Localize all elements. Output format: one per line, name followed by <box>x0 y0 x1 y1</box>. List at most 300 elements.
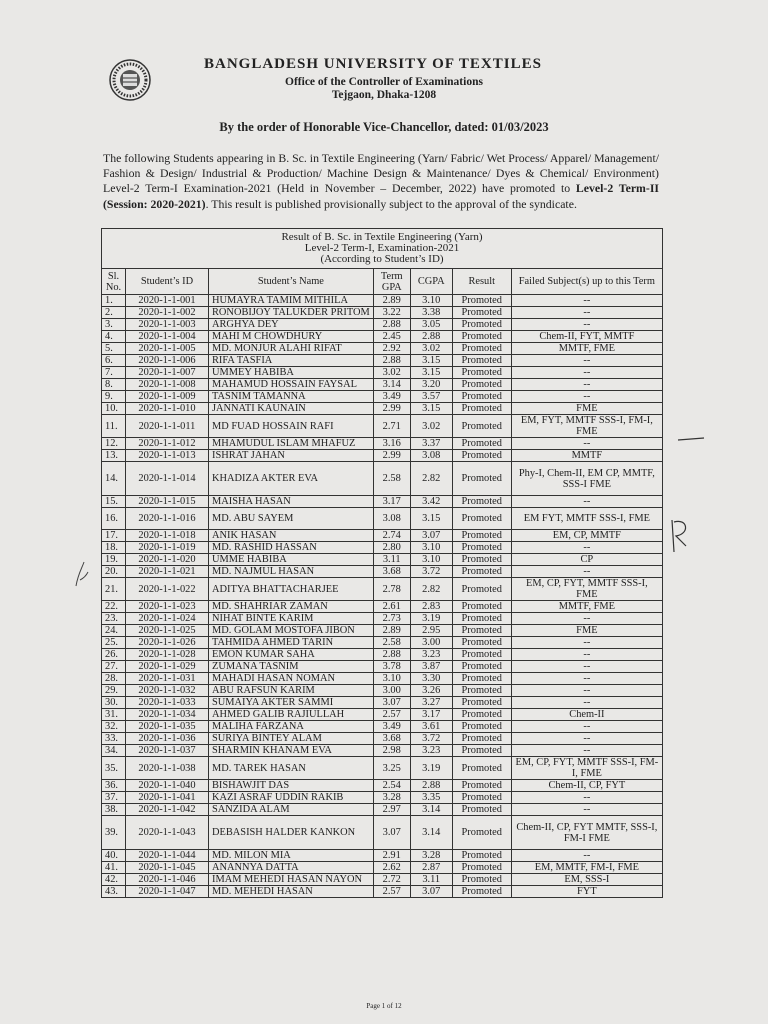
table-row <box>102 804 663 816</box>
cell-id: 2020-1-1-026 <box>126 637 209 649</box>
cell-result: Promoted <box>452 295 511 307</box>
cell-name: MD. NAJMUL HASAN <box>209 566 374 578</box>
cell-id: 2020-1-1-035 <box>126 721 209 733</box>
cell-id: 2020-1-1-047 <box>126 886 209 898</box>
cell-sl: 27. <box>102 661 126 673</box>
cell-gpa: 2.97 <box>373 804 410 816</box>
cell-cgpa: 3.57 <box>410 391 452 403</box>
header-id: Student’s ID <box>126 269 209 295</box>
cell-failed: EM, CP, FYT, MMTF SSS-I, FM-I, FME <box>511 757 662 780</box>
cell-result: Promoted <box>452 542 511 554</box>
cell-result: Promoted <box>452 637 511 649</box>
table-row <box>102 673 663 685</box>
cell-name: TAHMIDA AHMED TARIN <box>209 637 374 649</box>
table-row <box>102 886 663 898</box>
cell-cgpa: 3.15 <box>410 355 452 367</box>
header-result: Result <box>452 269 511 295</box>
cell-sl: 26. <box>102 649 126 661</box>
cell-id: 2020-1-1-021 <box>126 566 209 578</box>
cell-cgpa: 2.82 <box>410 462 452 496</box>
results-table <box>101 228 663 898</box>
cell-failed: -- <box>511 697 662 709</box>
cell-name: MD. MONJUR ALAHI RIFAT <box>209 343 374 355</box>
cell-id: 2020-1-1-036 <box>126 733 209 745</box>
cell-failed: FME <box>511 403 662 415</box>
cell-failed: Chem-II, FYT, MMTF <box>511 331 662 343</box>
table-row <box>102 625 663 637</box>
cell-failed: FYT <box>511 886 662 898</box>
cell-gpa: 3.17 <box>373 496 410 508</box>
cell-cgpa: 2.82 <box>410 578 452 601</box>
cell-result: Promoted <box>452 355 511 367</box>
cell-result: Promoted <box>452 391 511 403</box>
cell-id: 2020-1-1-019 <box>126 542 209 554</box>
cell-cgpa: 2.88 <box>410 331 452 343</box>
cell-sl: 42. <box>102 874 126 886</box>
cell-sl: 21. <box>102 578 126 601</box>
cell-id: 2020-1-1-001 <box>126 295 209 307</box>
cell-failed: -- <box>511 367 662 379</box>
cell-result: Promoted <box>452 566 511 578</box>
cell-gpa: 2.57 <box>373 709 410 721</box>
cell-cgpa: 3.10 <box>410 295 452 307</box>
cell-result: Promoted <box>452 862 511 874</box>
cell-sl: 10. <box>102 403 126 415</box>
table-row <box>102 415 663 438</box>
cell-cgpa: 3.11 <box>410 874 452 886</box>
cell-failed: FME <box>511 625 662 637</box>
cell-id: 2020-1-1-029 <box>126 661 209 673</box>
cell-gpa: 2.92 <box>373 343 410 355</box>
cell-name: MHAMUDUL ISLAM MHAFUZ <box>209 438 374 450</box>
cell-name: ABU RAFSUN KARIM <box>209 685 374 697</box>
cell-failed: -- <box>511 379 662 391</box>
cell-gpa: 2.58 <box>373 637 410 649</box>
table-row <box>102 745 663 757</box>
cell-failed: -- <box>511 566 662 578</box>
cell-gpa: 3.08 <box>373 508 410 530</box>
cell-cgpa: 3.02 <box>410 415 452 438</box>
caption-line-1: Result of B. Sc. in Textile Engineering (Yarn) <box>281 231 483 243</box>
cell-gpa: 2.54 <box>373 780 410 792</box>
cell-sl: 16. <box>102 508 126 530</box>
cell-name: EMON KUMAR SAHA <box>209 649 374 661</box>
cell-failed: -- <box>511 673 662 685</box>
cell-gpa: 2.89 <box>373 295 410 307</box>
cell-gpa: 3.68 <box>373 733 410 745</box>
cell-sl: 7. <box>102 367 126 379</box>
cell-result: Promoted <box>452 816 511 850</box>
cell-cgpa: 3.02 <box>410 343 452 355</box>
cell-result: Promoted <box>452 578 511 601</box>
table-row <box>102 850 663 862</box>
cell-name: JANNATI KAUNAIN <box>209 403 374 415</box>
cell-gpa: 3.07 <box>373 697 410 709</box>
cell-failed: EM FYT, MMTF SSS-I, FME <box>511 508 662 530</box>
cell-gpa: 2.73 <box>373 613 410 625</box>
cell-failed: -- <box>511 637 662 649</box>
table-row <box>102 649 663 661</box>
cell-sl: 39. <box>102 816 126 850</box>
table-row <box>102 367 663 379</box>
cell-failed: -- <box>511 850 662 862</box>
cell-failed: -- <box>511 792 662 804</box>
cell-sl: 34. <box>102 745 126 757</box>
cell-cgpa: 3.15 <box>410 367 452 379</box>
cell-gpa: 3.68 <box>373 566 410 578</box>
cell-sl: 41. <box>102 862 126 874</box>
table-row <box>102 874 663 886</box>
table-row <box>102 462 663 496</box>
cell-failed: -- <box>511 804 662 816</box>
cell-sl: 11. <box>102 415 126 438</box>
cell-name: HUMAYRA TAMIM MITHILA <box>209 295 374 307</box>
cell-gpa: 3.07 <box>373 816 410 850</box>
cell-gpa: 2.62 <box>373 862 410 874</box>
cell-result: Promoted <box>452 307 511 319</box>
cell-result: Promoted <box>452 554 511 566</box>
cell-gpa: 3.49 <box>373 391 410 403</box>
cell-sl: 33. <box>102 733 126 745</box>
cell-gpa: 3.00 <box>373 685 410 697</box>
table-row <box>102 554 663 566</box>
cell-name: AHMED GALIB RAJIULLAH <box>209 709 374 721</box>
cell-sl: 8. <box>102 379 126 391</box>
handwritten-initial-mark <box>666 516 692 556</box>
cell-result: Promoted <box>452 804 511 816</box>
cell-id: 2020-1-1-034 <box>126 709 209 721</box>
cell-name: ISHRAT JAHAN <box>209 450 374 462</box>
cell-result: Promoted <box>452 745 511 757</box>
cell-name: MAHADI HASAN NOMAN <box>209 673 374 685</box>
caption-line-3: (According to Student’s ID) <box>320 253 444 265</box>
cell-failed: -- <box>511 613 662 625</box>
cell-sl: 18. <box>102 542 126 554</box>
table-row <box>102 295 663 307</box>
cell-name: ARGHYA DEY <box>209 319 374 331</box>
page-number: Page 1 of 12 <box>366 1002 402 1010</box>
office-name: Office of the Controller of Examinations <box>285 76 483 88</box>
cell-result: Promoted <box>452 462 511 496</box>
cell-name: MD FUAD HOSSAIN RAFI <box>209 415 374 438</box>
cell-name: KHADIZA AKTER EVA <box>209 462 374 496</box>
cell-failed: Phy-I, Chem-II, EM CP, MMTF, SSS-I FME <box>511 462 662 496</box>
cell-name: MD. TAREK HASAN <box>209 757 374 780</box>
table-row <box>102 709 663 721</box>
cell-cgpa: 3.05 <box>410 319 452 331</box>
cell-result: Promoted <box>452 367 511 379</box>
table-row <box>102 566 663 578</box>
intro-text-2: . This result is published provisionally subject to the approval of the syndicate. <box>205 196 577 211</box>
cell-sl: 29. <box>102 685 126 697</box>
cell-cgpa: 3.19 <box>410 757 452 780</box>
cell-result: Promoted <box>452 450 511 462</box>
cell-gpa: 2.74 <box>373 530 410 542</box>
cell-sl: 13. <box>102 450 126 462</box>
cell-id: 2020-1-1-031 <box>126 673 209 685</box>
cell-cgpa: 3.15 <box>410 403 452 415</box>
cell-gpa: 3.25 <box>373 757 410 780</box>
cell-sl: 30. <box>102 697 126 709</box>
cell-failed: -- <box>511 661 662 673</box>
cell-sl: 1. <box>102 295 126 307</box>
cell-id: 2020-1-1-011 <box>126 415 209 438</box>
cell-cgpa: 3.10 <box>410 542 452 554</box>
cell-id: 2020-1-1-040 <box>126 780 209 792</box>
cell-result: Promoted <box>452 721 511 733</box>
cell-sl: 9. <box>102 391 126 403</box>
cell-failed: -- <box>511 438 662 450</box>
cell-failed: -- <box>511 295 662 307</box>
cell-failed: -- <box>511 319 662 331</box>
cell-sl: 40. <box>102 850 126 862</box>
cell-id: 2020-1-1-008 <box>126 379 209 391</box>
cell-sl: 3. <box>102 319 126 331</box>
cell-failed: EM, FYT, MMTF SSS-I, FM-I, FME <box>511 415 662 438</box>
cell-cgpa: 3.30 <box>410 673 452 685</box>
table-row <box>102 496 663 508</box>
results-body <box>102 295 663 898</box>
table-row <box>102 438 663 450</box>
cell-gpa: 2.88 <box>373 319 410 331</box>
cell-sl: 4. <box>102 331 126 343</box>
header-sl: Sl. No. <box>102 269 126 295</box>
cell-name: BISHAWJIT DAS <box>209 780 374 792</box>
cell-cgpa: 3.87 <box>410 661 452 673</box>
cell-gpa: 3.16 <box>373 438 410 450</box>
cell-id: 2020-1-1-045 <box>126 862 209 874</box>
cell-result: Promoted <box>452 601 511 613</box>
cell-sl: 15. <box>102 496 126 508</box>
cell-result: Promoted <box>452 343 511 355</box>
cell-name: ANANNYA DATTA <box>209 862 374 874</box>
cell-id: 2020-1-1-005 <box>126 343 209 355</box>
table-row <box>102 816 663 850</box>
office-address: Tejgaon, Dhaka-1208 <box>331 89 437 101</box>
cell-result: Promoted <box>452 496 511 508</box>
cell-name: NIHAT BINTE KARIM <box>209 613 374 625</box>
cell-failed: -- <box>511 307 662 319</box>
cell-id: 2020-1-1-042 <box>126 804 209 816</box>
cell-result: Promoted <box>452 850 511 862</box>
order-line: By the order of Honorable Vice-Chancellor, dated: 01/03/2023 <box>219 120 549 134</box>
cell-name: RIFA TASFIA <box>209 355 374 367</box>
cell-id: 2020-1-1-020 <box>126 554 209 566</box>
cell-result: Promoted <box>452 530 511 542</box>
cell-sl: 36. <box>102 780 126 792</box>
cell-failed: -- <box>511 649 662 661</box>
table-row <box>102 450 663 462</box>
cell-failed: Chem-II, CP, FYT MMTF, SSS-I, FM-I FME <box>511 816 662 850</box>
cell-name: RONOBIJOY TALUKDER PRITOM <box>209 307 374 319</box>
cell-id: 2020-1-1-013 <box>126 450 209 462</box>
cell-sl: 14. <box>102 462 126 496</box>
cell-cgpa: 3.23 <box>410 745 452 757</box>
cell-name: SURIYA BINTEY ALAM <box>209 733 374 745</box>
cell-cgpa: 3.35 <box>410 792 452 804</box>
cell-id: 2020-1-1-024 <box>126 613 209 625</box>
cell-sl: 38. <box>102 804 126 816</box>
cell-id: 2020-1-1-009 <box>126 391 209 403</box>
cell-id: 2020-1-1-028 <box>126 649 209 661</box>
cell-cgpa: 3.23 <box>410 649 452 661</box>
cell-id: 2020-1-1-010 <box>126 403 209 415</box>
cell-gpa: 2.99 <box>373 403 410 415</box>
cell-result: Promoted <box>452 438 511 450</box>
cell-sl: 20. <box>102 566 126 578</box>
cell-cgpa: 3.14 <box>410 804 452 816</box>
cell-failed: -- <box>511 391 662 403</box>
table-row <box>102 733 663 745</box>
cell-failed: Chem-II, CP, FYT <box>511 780 662 792</box>
table-row <box>102 319 663 331</box>
table-row <box>102 780 663 792</box>
cell-id: 2020-1-1-046 <box>126 874 209 886</box>
cell-id: 2020-1-1-004 <box>126 331 209 343</box>
cell-name: SHARMIN KHANAM EVA <box>209 745 374 757</box>
pen-stroke-mark <box>676 434 706 444</box>
cell-cgpa: 3.17 <box>410 709 452 721</box>
cell-result: Promoted <box>452 379 511 391</box>
cell-failed: EM, CP, MMTF <box>511 530 662 542</box>
cell-gpa: 3.11 <box>373 554 410 566</box>
cell-sl: 2. <box>102 307 126 319</box>
cell-sl: 35. <box>102 757 126 780</box>
cell-id: 2020-1-1-015 <box>126 496 209 508</box>
cell-id: 2020-1-1-037 <box>126 745 209 757</box>
cell-gpa: 3.49 <box>373 721 410 733</box>
cell-name: ANIK HASAN <box>209 530 374 542</box>
cell-gpa: 2.88 <box>373 355 410 367</box>
cell-failed: Chem-II <box>511 709 662 721</box>
cell-result: Promoted <box>452 508 511 530</box>
cell-failed: EM, MMTF, FM-I, FME <box>511 862 662 874</box>
table-row <box>102 379 663 391</box>
cell-name: SUMAIYA AKTER SAMMI <box>209 697 374 709</box>
table-row <box>102 307 663 319</box>
table-row <box>102 721 663 733</box>
cell-gpa: 2.91 <box>373 850 410 862</box>
cell-failed: MMTF, FME <box>511 601 662 613</box>
cell-gpa: 3.78 <box>373 661 410 673</box>
table-row <box>102 343 663 355</box>
caption-line-2: Level-2 Term-I, Examination-2021 <box>304 242 460 254</box>
cell-gpa: 3.22 <box>373 307 410 319</box>
university-name: BANGLADESH UNIVERSITY OF TEXTILES <box>204 56 542 72</box>
table-row <box>102 637 663 649</box>
cell-cgpa: 3.27 <box>410 697 452 709</box>
cell-failed: -- <box>511 685 662 697</box>
cell-sl: 17. <box>102 530 126 542</box>
cell-result: Promoted <box>452 403 511 415</box>
cell-id: 2020-1-1-018 <box>126 530 209 542</box>
cell-cgpa: 3.19 <box>410 613 452 625</box>
cell-id: 2020-1-1-044 <box>126 850 209 862</box>
cell-name: ADITYA BHATTACHARJEE <box>209 578 374 601</box>
cell-name: MAHI M CHOWDHURY <box>209 331 374 343</box>
cell-id: 2020-1-1-007 <box>126 367 209 379</box>
cell-gpa: 2.99 <box>373 450 410 462</box>
cell-failed: EM, CP, FYT, MMTF SSS-I, FME <box>511 578 662 601</box>
cell-failed: MMTF, FME <box>511 343 662 355</box>
intro-paragraph <box>103 151 659 212</box>
cell-result: Promoted <box>452 757 511 780</box>
cell-sl: 37. <box>102 792 126 804</box>
cell-cgpa: 3.10 <box>410 554 452 566</box>
table-row <box>102 578 663 601</box>
table-row <box>102 792 663 804</box>
cell-result: Promoted <box>452 625 511 637</box>
cell-sl: 22. <box>102 601 126 613</box>
cell-id: 2020-1-1-033 <box>126 697 209 709</box>
cell-result: Promoted <box>452 331 511 343</box>
cell-cgpa: 3.08 <box>410 450 452 462</box>
cell-result: Promoted <box>452 733 511 745</box>
cell-cgpa: 3.00 <box>410 637 452 649</box>
cell-cgpa: 3.07 <box>410 886 452 898</box>
cell-sl: 31. <box>102 709 126 721</box>
cell-name: SANZIDA ALAM <box>209 804 374 816</box>
cell-id: 2020-1-1-016 <box>126 508 209 530</box>
cell-cgpa: 3.61 <box>410 721 452 733</box>
cell-result: Promoted <box>452 685 511 697</box>
cell-gpa: 2.45 <box>373 331 410 343</box>
cell-gpa: 2.88 <box>373 649 410 661</box>
table-row <box>102 530 663 542</box>
table-caption <box>102 229 663 269</box>
cell-id: 2020-1-1-002 <box>126 307 209 319</box>
cell-result: Promoted <box>452 874 511 886</box>
cell-result: Promoted <box>452 792 511 804</box>
cell-cgpa: 3.72 <box>410 733 452 745</box>
cell-gpa: 2.71 <box>373 415 410 438</box>
cell-sl: 32. <box>102 721 126 733</box>
cell-failed: -- <box>511 542 662 554</box>
cell-cgpa: 3.15 <box>410 508 452 530</box>
cell-id: 2020-1-1-012 <box>126 438 209 450</box>
cell-result: Promoted <box>452 613 511 625</box>
table-row <box>102 757 663 780</box>
cell-gpa: 2.58 <box>373 462 410 496</box>
cell-name: DEBASISH HALDER KANKON <box>209 816 374 850</box>
cell-gpa: 3.28 <box>373 792 410 804</box>
cell-name: UMME HABIBA <box>209 554 374 566</box>
cell-id: 2020-1-1-022 <box>126 578 209 601</box>
cell-result: Promoted <box>452 415 511 438</box>
cell-failed: -- <box>511 355 662 367</box>
table-row <box>102 403 663 415</box>
cell-name: MD. MILON MIA <box>209 850 374 862</box>
cell-cgpa: 2.87 <box>410 862 452 874</box>
cell-name: IMAM MEHEDI HASAN NAYON <box>209 874 374 886</box>
cell-failed: MMTF <box>511 450 662 462</box>
table-row <box>102 685 663 697</box>
cell-name: TASNIM TAMANNA <box>209 391 374 403</box>
cell-id: 2020-1-1-023 <box>126 601 209 613</box>
cell-failed: EM, SSS-I <box>511 874 662 886</box>
cell-cgpa: 3.28 <box>410 850 452 862</box>
header-gpa: Term GPA <box>373 269 410 295</box>
cell-name: MD. ABU SAYEM <box>209 508 374 530</box>
cell-gpa: 2.72 <box>373 874 410 886</box>
cell-gpa: 2.80 <box>373 542 410 554</box>
cell-result: Promoted <box>452 697 511 709</box>
cell-name: UMMEY HABIBA <box>209 367 374 379</box>
cell-gpa: 2.57 <box>373 886 410 898</box>
table-row <box>102 542 663 554</box>
cell-gpa: 2.61 <box>373 601 410 613</box>
cell-cgpa: 2.83 <box>410 601 452 613</box>
